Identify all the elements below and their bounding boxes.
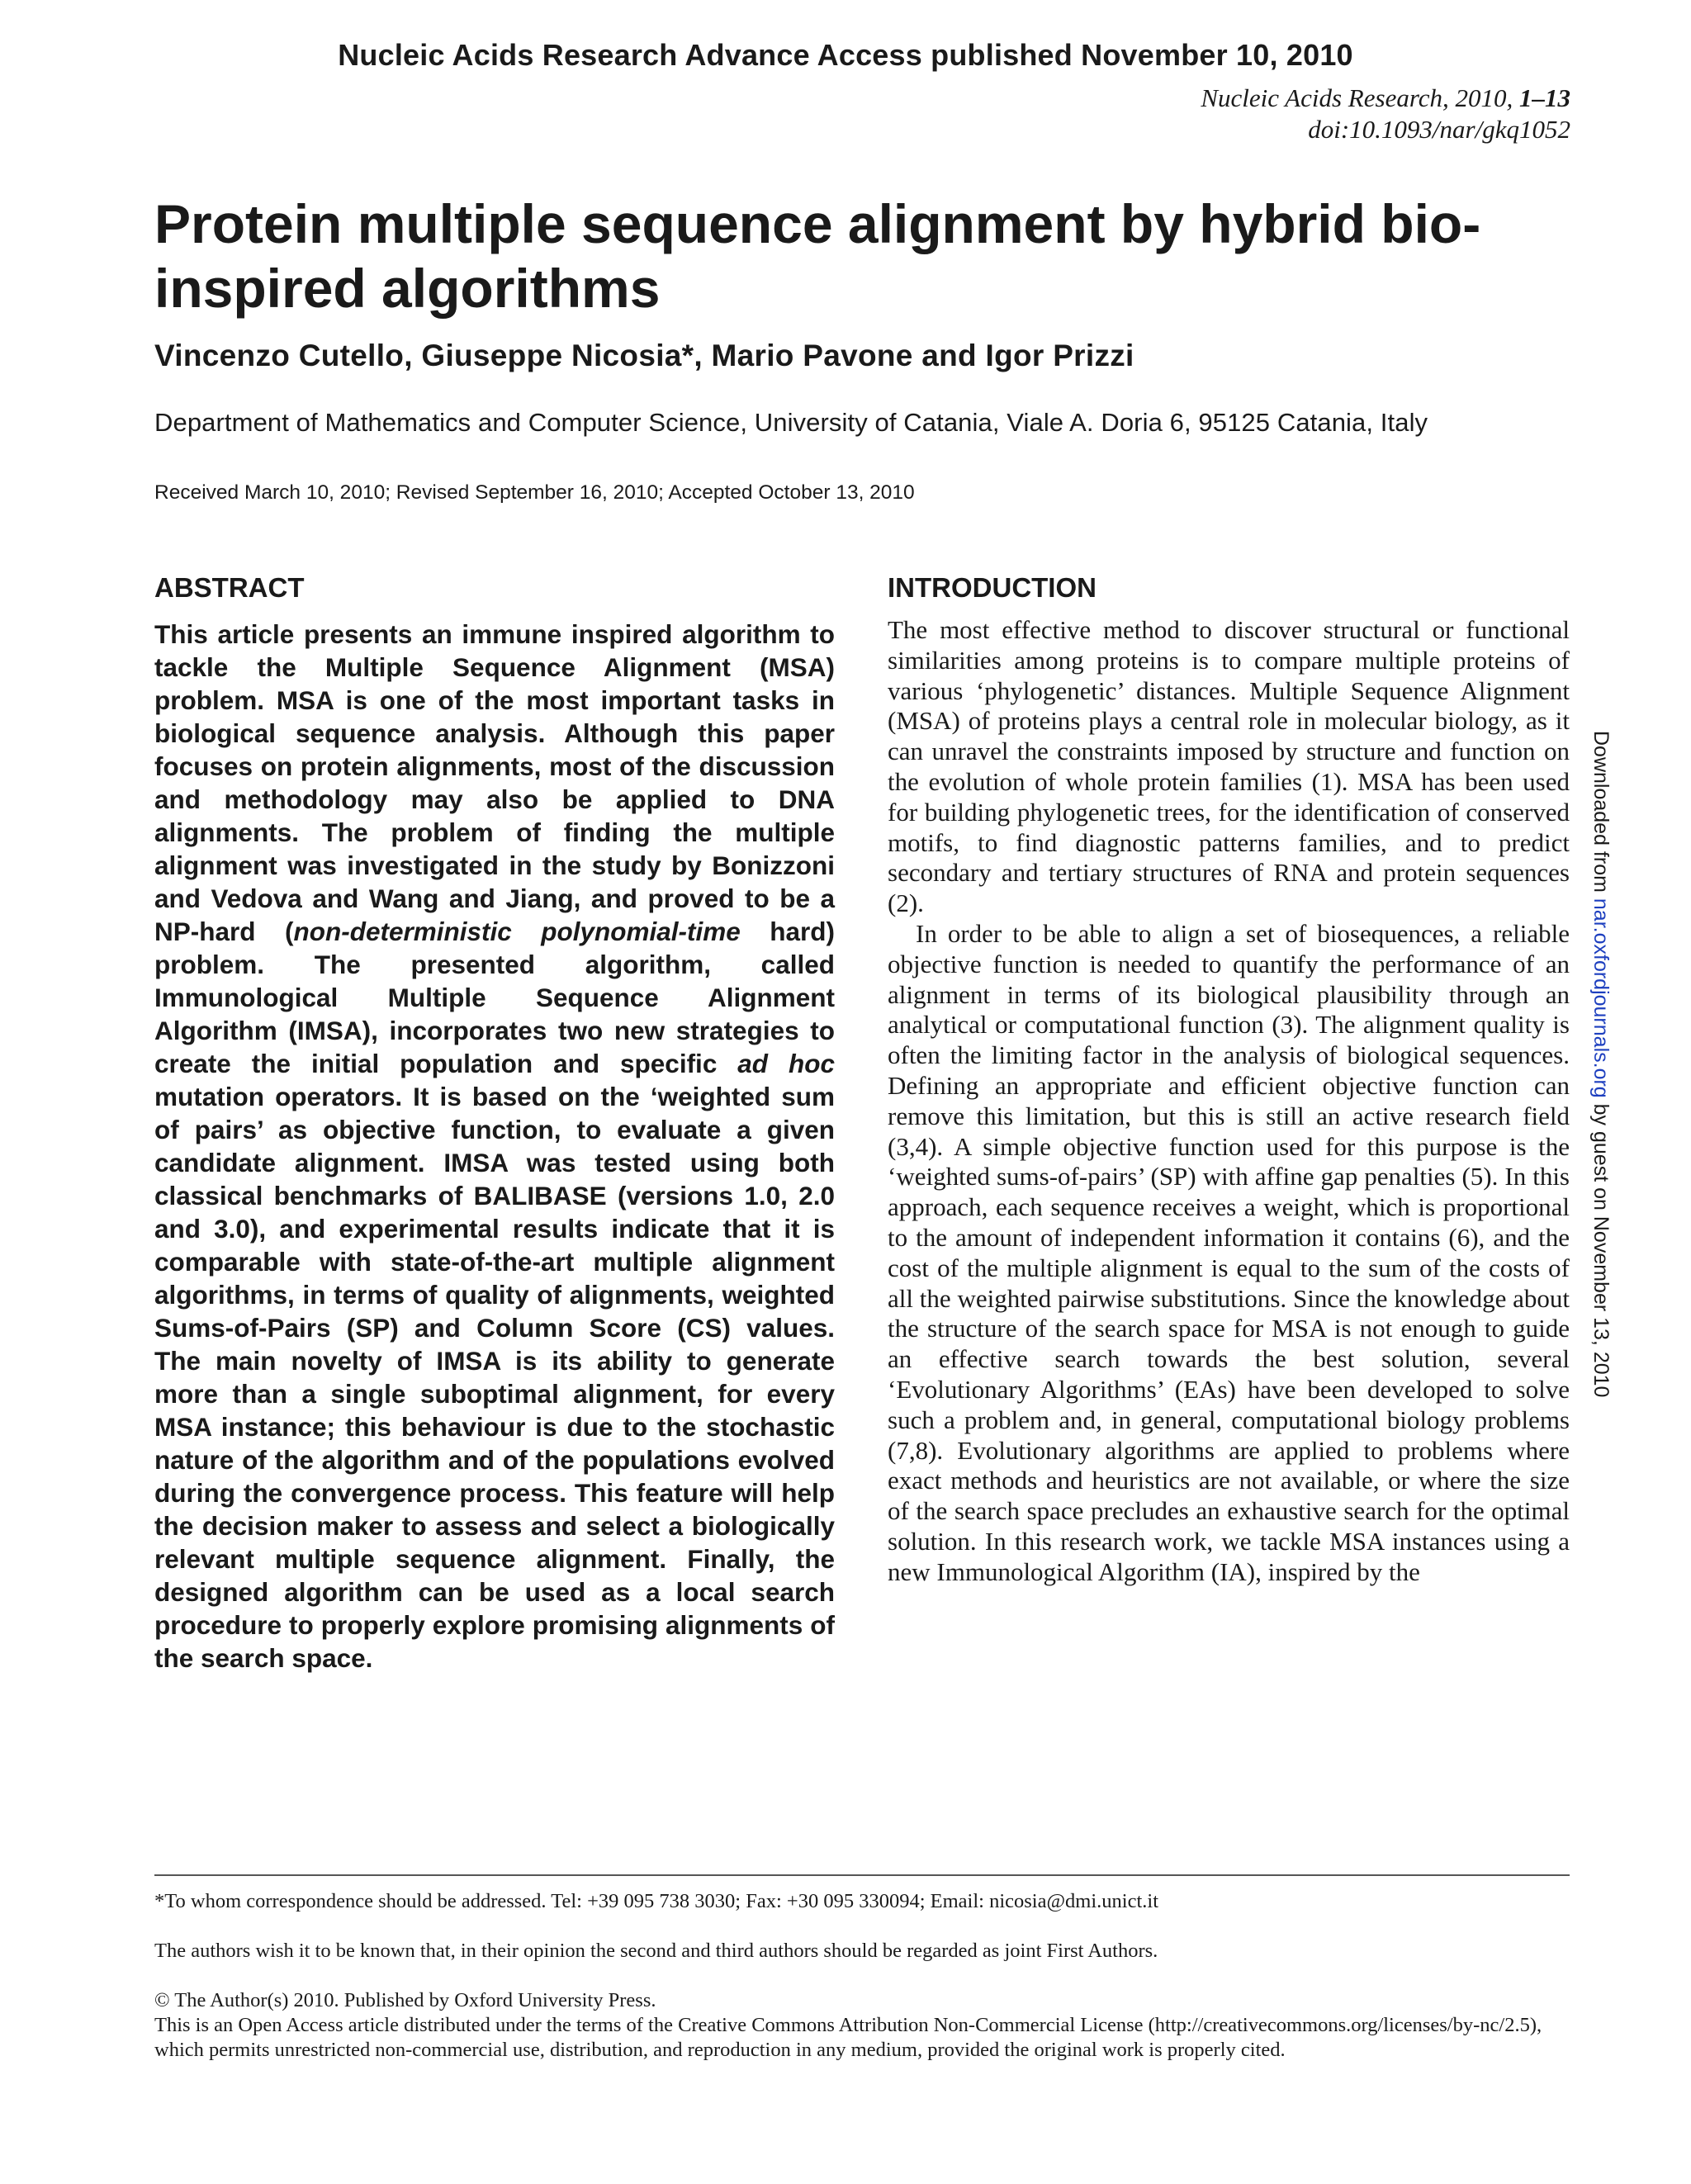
journal-citation	[1201, 83, 1570, 145]
abstract-text-part-3: mutation operators. It is based on the ‘weighted sum of pairs’ as objective function, to evaluate a given candidate alignment. IMSA was tested using both classical benchmarks of BALIBASE (versions 1.0, 2.0 and 3.0), and experimental results indicate that it is comparable with state-of-the-art multiple alignment algorithms, in terms of quality of alignments, weighted Sums-of-Pairs (SP) and Column Score (CS) values. The main novelty of IMSA is its ability to generate more than a single suboptimal alignment, for every MSA instance; this behaviour is due to the stochastic nature of the algorithm and of the populations evolved during the convergence process. This feature will help the decision maker to assess and select a biologically relevant multiple sequence alignment. Finally, the designed algorithm can be used as a local search procedure to properly explore promising alignments of the search space.	[154, 1082, 835, 1673]
abstract-italic-ad-hoc: ad hoc	[737, 1049, 835, 1078]
paper-title: Protein multiple sequence alignment by hybrid bio-inspired algorithms	[154, 193, 1481, 319]
intro-paragraph-2: In order to be able to align a set of biosequences, a reliable objective function is needed to quantify the performance of an alignment in terms of its biological plausibility through an analytical or computational function (3). The alignment quality is often the limiting factor in the analysis of biological sequences. Defining an appropriate and efficient objective function can remove this limitation, but this is still an active research field (3,4). A simple objective function used for this purpose is the ‘weighted sums-of-pairs’ (SP) with affine gap penalties (5). In this approach, each sequence receives a weight, which is proportional to the amount of independent information it contains (6), and the cost of the multiple alignment is equal to the sum of the costs of all the weighted pairwise substitutions. Since the knowledge about the structure of the search space for MSA is not enough to guide an effective search towards the best solution, several ‘Evolutionary Algorithms’ (EAs) have been developed to solve such a problem and, in general, computational biology problems (7,8). Evolutionary algorithms are applied to problems where exact methods and heuristics are not available, or where the size of the search space precludes an exhaustive search for the optimal solution. In this research work, we tackle MSA instances using a new Immunological Algorithm (IA), inspired by the	[888, 918, 1570, 1586]
joint-authors-footnote: The authors wish it to be known that, in their opinion the second and third authors should be regarded as joint First Authors.	[154, 1940, 1158, 1962]
author-list: Vincenzo Cutello, Giuseppe Nicosia*, Mario Pavone and Igor Prizzi	[154, 339, 1134, 372]
advance-access-banner: Nucleic Acids Research Advance Access published November 10, 2010	[338, 38, 1353, 72]
abstract-text-part-1: This article presents an immune inspired algorithm to tackle the Multiple Sequence Alignment (MSA) problem. MSA is one of the most important tasks in biological sequence analysis. Although this paper focuses on protein alignments, most of the discussion and methodology may also be applied to DNA alignments. The problem of finding the multiple alignment was investigated in the study by Bonizzoni and Vedova and Wang and Jiang, and proved to be a NP-hard (	[154, 619, 835, 946]
correspondence-footnote: *To whom correspondence should be addressed. Tel: +39 095 738 3030; Fax: +30 095 330094; Email: nicosia@dmi.unict.it	[154, 1890, 1159, 1912]
license-notice: This is an Open Access article distributed under the terms of the Creative Commons Attribution Non-Commercial License (http://creativecommons.org/licenses/by-nc/2.5), which permits unrestricted non-commercial use, distribution, and reproduction in any medium, provided the original work is properly cited.	[154, 2014, 1542, 2061]
copyright-notice: © The Author(s) 2010. Published by Oxford University Press.	[154, 1989, 656, 2011]
doi: doi:10.1093/nar/gkq1052	[1308, 115, 1570, 144]
footnote-divider	[154, 1874, 1570, 1876]
journal-site-link[interactable]: nar.oxfordjournals.org	[1589, 898, 1613, 1098]
abstract-heading: ABSTRACT	[154, 572, 305, 603]
affiliation: Department of Mathematics and Computer Science, University of Catania, Viale A. Doria 6, 95125 Catania, Italy	[154, 408, 1428, 437]
abstract-text-part-2: hard) problem. The presented algorithm, called Immunological Multiple Sequence Alignment Algorithm (IMSA), incorporates two new strategies to create the initial population and specific	[154, 917, 835, 1078]
download-watermark	[1589, 731, 1613, 1397]
introduction-heading: INTRODUCTION	[888, 572, 1097, 603]
received-dates: Received March 10, 2010; Revised September 16, 2010; Accepted October 13, 2010	[154, 481, 915, 504]
citation-line	[1201, 83, 1570, 114]
download-suffix: by guest on November 13, 2010	[1589, 1097, 1613, 1398]
introduction-text	[888, 615, 1570, 1588]
download-prefix: Downloaded from	[1589, 731, 1613, 898]
intro-paragraph-1: The most effective method to discover structural or functional similarities among proteins is to compare multiple proteins of various ‘phylogenetic’ distances. Multiple Sequence Alignment (MSA) of proteins plays a central role in molecular biology, as it can unravel the constraints imposed by structure and function on the evolution of whole protein families (1). MSA has been used for building phylogenetic trees, for the identification of conserved motifs, to find diagnostic patterns families, and to predict secondary and tertiary structures of RNA and protein sequences (2).	[888, 615, 1570, 918]
abstract-text	[154, 618, 835, 1675]
citation-text: Nucleic Acids Research, 2010,	[1201, 83, 1513, 112]
page-range: 1–13	[1519, 83, 1570, 112]
abstract-italic-np-hard: non-deterministic polynomial-time	[293, 917, 741, 946]
